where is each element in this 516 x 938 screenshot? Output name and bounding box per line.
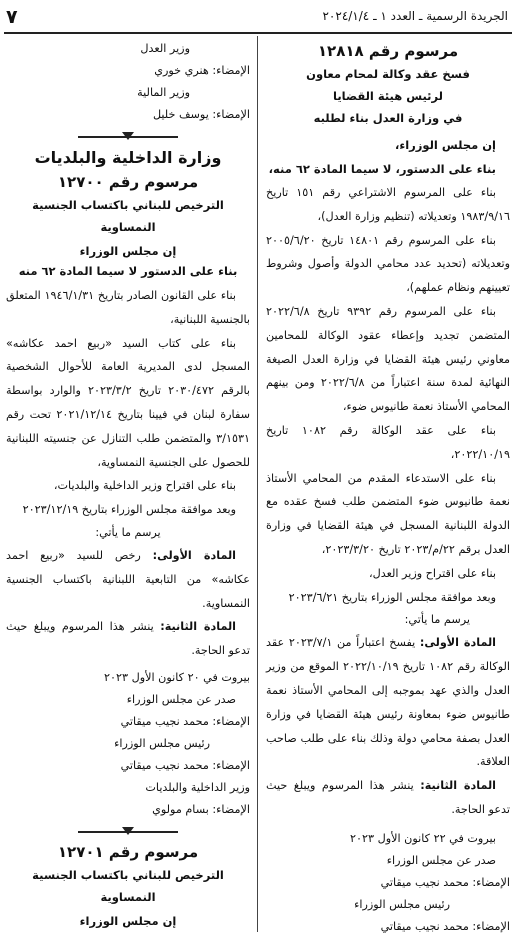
article-1-text: يفسخ اعتباراً من ٢٠٢٣/٧/١ عقد الوكالة رقم ١٠٨٢ تاريخ ٢٠٢٢/١٠/١٩ الموقع من وزير العدل والذي عهد بموجبه إلى المحامي الأستاذ نعمة طانيوس ضوء بمعاونة رئيس هيئة القضايا في وزارة العدل بصفة محامي دولة وذلك بناء على طلب صاحب العلاقة.	[266, 636, 511, 769]
decree-12700-subject: الترخيص للبناني باكتساب الجنسية النمساوية	[32, 198, 224, 234]
decree-12818-number: مرسوم رقم ١٢٨١٨	[317, 42, 459, 60]
decree-12700-sign-5: وزير الداخلية والبلديات	[145, 780, 250, 794]
decree-12818-decrees: يرسم ما يأتي:	[404, 613, 470, 627]
decree-12818-date: بيروت في ٢٢ كانون الأول ٢٠٢٣	[349, 831, 496, 845]
decree-12818-sign-4: الإمضاء: محمد نجيب ميقاتي	[380, 919, 510, 933]
decree-12818-sign-1: صدر عن مجلس الوزراء	[386, 853, 496, 867]
minister-finance-signature: الإمضاء: يوسف خليل	[152, 108, 250, 121]
right-column	[266, 38, 510, 938]
decree-12700-sign-6: الإمضاء: بسام مولوي	[152, 802, 250, 816]
decree-12701-council: إن مجلس الوزراء	[79, 913, 177, 928]
article-2-text: ينشر هذا المرسوم ويبلغ حيث تدعو الحاجة.	[266, 779, 510, 816]
page-number: ٧	[6, 6, 18, 28]
article-1-label: المادة الأولى:	[419, 636, 496, 650]
decree-12818-para-3: بناء على المرسوم رقم ٩٣٩٢ تاريخ ٢٠٢٢/٦/٨ المتضمن تجديد وإعطاء عقود الوكالة للمحامين معاوني رئيس هيئة القضايا في وزارة العدل الصيغة النهائية لمدة سنة اعتباراً من ٢٠٢٢/٦/٨ ومن بينهم المحامي الأستاذ نعمة طانيوس ضوء،	[266, 304, 510, 414]
decree-12818-subject-1: فسخ عقد وكالة لمحام معاون	[306, 67, 470, 81]
decree-12700-sign-3: رئيس مجلس الوزراء	[114, 736, 210, 750]
ministry-heading: وزارة الداخلية والبلديات	[34, 148, 222, 167]
decree-12818-para-1: بناء على المرسوم الاشتراعي رقم ١٥١ تاريخ ١٩٨٣/٩/١٦ وتعديلاته (تنظيم وزارة العدل)،	[266, 186, 510, 223]
decree-12818-article-2	[266, 774, 510, 822]
decree-12818-sign-3: رئيس مجلس الوزراء	[354, 897, 450, 911]
decree-12700-sign-1: صدر عن مجلس الوزراء	[126, 692, 236, 706]
decree-12700-para-3: بناء على اقتراح وزير الداخلية والبلديات،	[53, 479, 236, 493]
article-2-label: المادة الثانية:	[160, 620, 236, 634]
decree-12701-subject: الترخيص للبناني باكتساب الجنسية النمساوية	[32, 867, 224, 904]
decree-12818-para-7: وبعد موافقة مجلس الوزراء بتاريخ ٢٠٢٣/٦/٢١	[288, 590, 496, 604]
header-rule	[4, 32, 512, 34]
decree-12700-article-1	[6, 544, 250, 615]
article-2-label: المادة الثانية:	[420, 779, 496, 793]
decree-12700-para-1: بناء على القانون الصادر بتاريخ ١٩٤٦/١/٣١ المتعلق بالجنسية اللبنانية،	[6, 289, 250, 326]
gazette-title: الجريدة الرسمية ـ العدد ١ ـ ٢٠٢٤/١/٤	[322, 9, 508, 23]
article-1-text: رخص للسيد «ربيع احمد عكاشه» من التابعية اللبنانية باكتساب الجنسية النمساوية.	[6, 548, 250, 610]
article-2-text: ينشر هذا المرسوم ويبلغ حيث تدعو الحاجة.	[6, 620, 250, 658]
article-1-label: المادة الأولى:	[152, 548, 236, 562]
decree-12818-para-5: بناء على الاستدعاء المقدم من المحامي الأستاذ نعمة طانيوس ضوء المتضمن طلب فسخ عقده مع الدولة اللبنانية المسجل في هيئة القضايا في وزارة العدل برقم ٢٢/م/٢٠٢٣ تاريخ ٢٠٢٣/٣/٢٠،	[266, 471, 510, 556]
decree-12818-para-2: بناء على المرسوم رقم ١٤٨٠١ تاريخ ٢٠٠٥/٦/٢٠ وتعديلاته (تحديد عدد محامي الدولة وأصول وشروط تعيينهم ونظام عملهم)،	[266, 233, 510, 295]
decree-12700-para-4: وبعد موافقة مجلس الوزراء بتاريخ ٢٠٢٣/١٢/١٩	[22, 503, 236, 517]
decree-12701-number: مرسوم رقم ١٢٧٠١	[57, 842, 199, 861]
minister-finance-title: وزير المالية	[137, 86, 190, 99]
section-divider	[6, 131, 250, 143]
decree-12700-council: إن مجلس الوزراء	[79, 244, 177, 258]
decree-12818-para-4: بناء على عقد الوكالة رقم ١٠٨٢ تاريخ ٢٠٢٢/١٠/١٩،	[266, 423, 510, 461]
decree-12700-sign-4: الإمضاء: محمد نجيب ميقاتي	[120, 758, 250, 772]
minister-justice-title: وزير العدل	[140, 42, 190, 55]
decree-12700-constitution: بناء على الدستور لا سيما المادة ٦٢ منه	[18, 264, 238, 278]
decree-12818-constitution: بناء على الدستور، لا سيما المادة ٦٢ منه،	[268, 162, 496, 176]
decree-12700-article-2	[6, 615, 250, 663]
decree-12700-sign-2: الإمضاء: محمد نجيب ميقاتي	[120, 714, 250, 728]
decree-12818-subject-2: لرئيس هيئة القضايا	[333, 89, 443, 103]
left-column	[6, 38, 250, 934]
minister-justice-signature: الإمضاء: هنري خوري	[154, 64, 250, 77]
section-divider	[6, 826, 250, 838]
decree-12818-subject-3: في وزارة العدل بناء لطلبه	[313, 111, 463, 125]
decree-12818-sign-2: الإمضاء: محمد نجيب ميقاتي	[380, 875, 510, 889]
decree-12700-para-2: بناء على كتاب السيد «ربيع احمد عكاشه» المسجل لدى المديرية العامة للأحوال الشخصية بالرقم ٢٠٣٠/٤٧٢ تاريخ ٢٠٢٣/٣/٢ والوارد بواسطة سفارة لبنان في فيينا بتاريخ ٢٠٢١/١٢/١٤ تحت رقم ٣/١٥٣١ والمتضمن طلب التنازل عن جنسيته اللبنانية للحصول على الجنسية النمساوية،	[6, 336, 250, 469]
column-divider	[257, 36, 258, 932]
decree-12818-article-1	[266, 631, 510, 774]
decree-12818-council: إن مجلس الوزراء،	[394, 138, 496, 152]
decree-12700-number: مرسوم رقم ١٢٧٠٠	[57, 173, 199, 191]
decree-12818-para-6: بناء على اقتراح وزير العدل،	[368, 566, 496, 580]
decree-12700-date: بيروت في ٢٠ كانون الأول ٢٠٢٣	[103, 670, 250, 684]
page-header	[0, 0, 516, 32]
decree-12700-decrees: يرسم ما يأتي:	[95, 525, 161, 539]
